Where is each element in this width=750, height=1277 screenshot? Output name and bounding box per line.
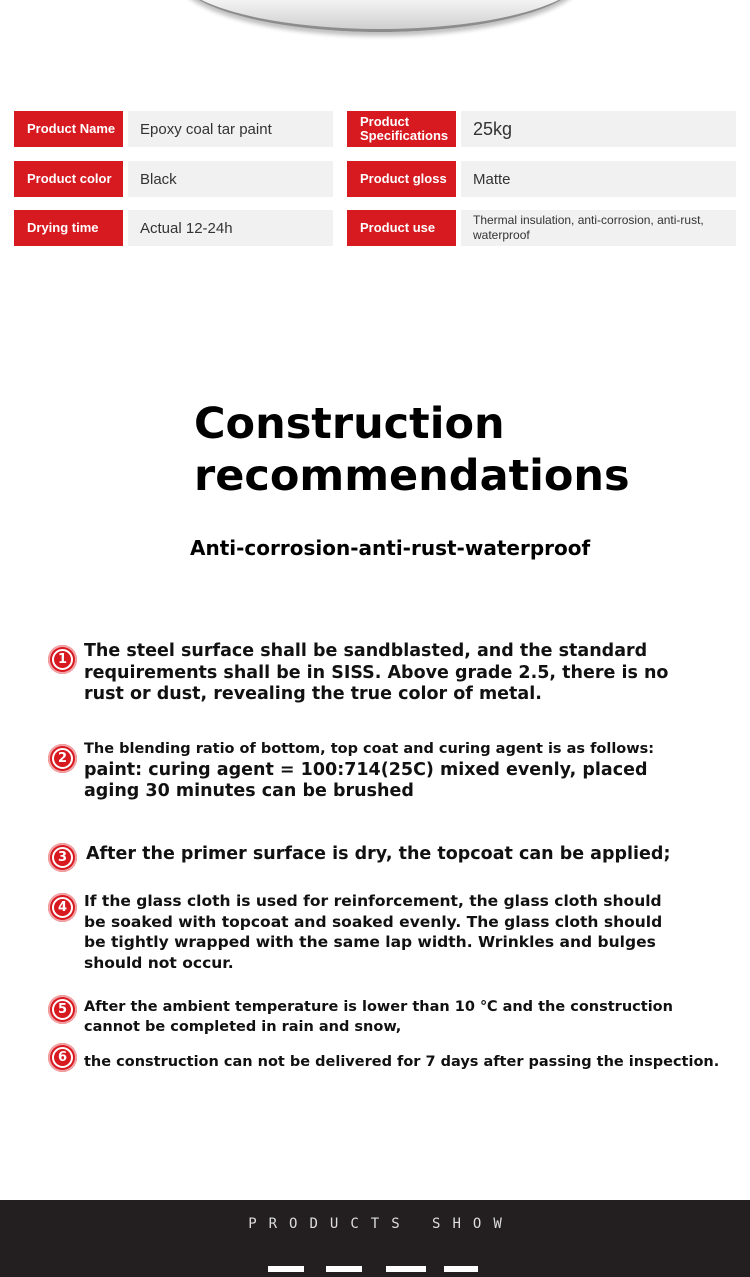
- spec-row-name: [14, 111, 736, 147]
- spec-label-color: Product color: [14, 161, 123, 197]
- spec-value-use: Thermal insulation, anti-corrosion, anti-rust, waterproof: [461, 210, 736, 246]
- step-text: After the primer surface is dry, the topcoat can be applied;: [86, 844, 671, 864]
- step-number: 1: [52, 649, 73, 670]
- step-number: 3: [52, 847, 73, 868]
- spec-label-product-name: Product Name: [14, 111, 123, 147]
- spec-row-color: [14, 161, 736, 197]
- footer-title: PRODUCTS SHOW: [248, 1216, 514, 1232]
- step-number: 2: [52, 748, 73, 769]
- spec-value-product-name: Epoxy coal tar paint: [128, 111, 333, 147]
- spec-row-drying: [14, 210, 736, 246]
- spec-value-specifications: 25kg: [461, 111, 736, 147]
- step-number-badge: [48, 1043, 77, 1072]
- step-text: The steel surface shall be sandblasted, and the standard requirements shall be in SISS. Above grade 2.5, there is no rust or dust, revealing the true color of metal.: [84, 641, 669, 704]
- step-text: If the glass cloth is used for reinforcement, the glass cloth should be soaked with topcoat and soaked evenly. The glass cloth should be tightly wrapped with the same lap width. Wrinkles and bulges should not occur.: [84, 892, 663, 972]
- step-number-badge: [48, 995, 77, 1024]
- step-number-badge: [48, 893, 77, 922]
- spec-value-gloss: Matte: [461, 161, 736, 197]
- section-title: Construction recommendations: [194, 399, 630, 501]
- step-text: the construction can not be delivered for 7 days after passing the inspection.: [84, 1054, 720, 1070]
- step-text-line: The blending ratio of bottom, top coat and curing agent is as follows:: [84, 741, 655, 757]
- step-number-badge: [48, 744, 77, 773]
- spec-label-drying-time: Drying time: [14, 210, 123, 246]
- step-number: 6: [52, 1047, 73, 1068]
- section-subtitle: Anti-corrosion-anti-rust-waterproof: [190, 536, 591, 560]
- spec-value-drying-time: Actual 12-24h: [128, 210, 333, 246]
- step-text: After the ambient temperature is lower than 10 ℃ and the construction cannot be completed in rain and snow,: [84, 999, 673, 1035]
- spec-label-use: Product use: [347, 210, 456, 246]
- step-number-badge: [48, 645, 77, 674]
- step-number: 5: [52, 999, 73, 1020]
- step-number-badge: [48, 843, 77, 872]
- footer-heading-graphic: [268, 1262, 483, 1277]
- spec-value-color: Black: [128, 161, 333, 197]
- step-number: 4: [52, 897, 73, 918]
- products-show-footer: [0, 1200, 750, 1277]
- product-can-image: [175, 0, 585, 32]
- spec-label-gloss: Product gloss: [347, 161, 456, 197]
- step-text-line: paint: curing agent = 100:714(25C) mixed evenly, placed aging 30 minutes can be brushed: [84, 760, 648, 801]
- spec-label-specifications: Product Specifications: [347, 111, 456, 147]
- step-text: [84, 739, 724, 802]
